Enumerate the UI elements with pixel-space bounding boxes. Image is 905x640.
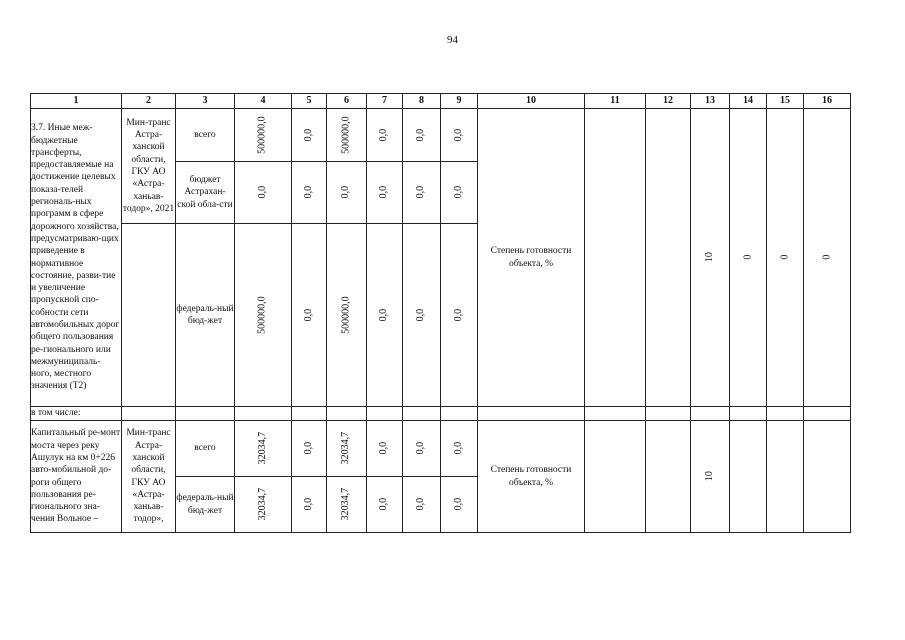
item-description: Капитальный ре-монт моста через реку Ашулук на км 0+226 авто-мобильной до-роги общего пользования ре-гионального зна-чения Вольное – <box>31 421 122 533</box>
value-cell <box>691 109 730 407</box>
empty-cell <box>235 407 292 421</box>
empty-cell <box>691 407 730 421</box>
value: 32034,7 <box>256 488 268 521</box>
value: 0,0 <box>452 186 464 199</box>
value-cell <box>292 224 327 407</box>
header-cell: 1 <box>31 94 122 109</box>
header-cell: 8 <box>403 94 441 109</box>
value: 0,0 <box>302 186 314 199</box>
empty-cell <box>767 407 804 421</box>
value: 32034,7 <box>256 432 268 465</box>
value-cell <box>235 421 292 477</box>
value-cell <box>235 162 292 224</box>
empty-cell <box>730 421 767 533</box>
value-cell <box>441 421 478 477</box>
empty-cell <box>292 407 327 421</box>
budget-table <box>30 93 851 533</box>
header-cell: 11 <box>585 94 646 109</box>
value: 0,0 <box>256 186 268 199</box>
empty-cell <box>585 407 646 421</box>
value-cell <box>441 224 478 407</box>
empty-cell <box>646 421 691 533</box>
header-cell: 12 <box>646 94 691 109</box>
value-cell <box>403 477 441 533</box>
empty-cell <box>804 407 851 421</box>
empty-cell <box>327 407 367 421</box>
header-cell: 7 <box>367 94 403 109</box>
value-cell <box>292 162 327 224</box>
header-cell: 15 <box>767 94 804 109</box>
value-cell <box>235 109 292 162</box>
subheading: в том числе: <box>31 407 122 421</box>
funding-source: всего <box>176 421 235 477</box>
table-row <box>31 421 851 477</box>
value: 0,0 <box>415 498 427 511</box>
value-cell <box>327 162 367 224</box>
page-number: 94 <box>447 34 458 46</box>
value: 500000,0 <box>340 296 352 334</box>
section-executor: Мин-транс Астра-ханской области, ГКУ АО «Астра-ханьав-тодор», 2021 <box>122 109 176 224</box>
value-cell <box>367 162 403 224</box>
value-cell <box>367 109 403 162</box>
empty-cell <box>730 407 767 421</box>
value-cell <box>292 421 327 477</box>
value: 0 <box>820 254 832 260</box>
empty-cell <box>122 407 176 421</box>
table-row <box>31 407 851 421</box>
value: 0,0 <box>340 186 352 199</box>
value-cell <box>804 109 851 407</box>
value-cell <box>403 224 441 407</box>
value-cell <box>327 109 367 162</box>
value: 500000,0 <box>256 116 268 154</box>
funding-source: федераль-ный бюд-жет <box>176 224 235 407</box>
value: 0,0 <box>452 128 464 142</box>
value-cell <box>367 224 403 407</box>
value: 0,0 <box>452 442 464 455</box>
header-cell: 13 <box>691 94 730 109</box>
empty-cell <box>403 407 441 421</box>
value-cell <box>646 109 691 407</box>
header-cell: 5 <box>292 94 327 109</box>
value-cell <box>691 421 730 533</box>
value: 0,0 <box>378 186 390 199</box>
value: 0,0 <box>415 308 427 322</box>
value: 0,0 <box>302 498 314 511</box>
value-cell <box>327 477 367 533</box>
value-cell <box>235 224 292 407</box>
value: 0 <box>741 254 753 260</box>
header-row <box>31 94 851 109</box>
value: 0,0 <box>302 128 314 142</box>
value-cell <box>441 162 478 224</box>
value-cell <box>767 109 804 407</box>
funding-source: бюджет Астрахан-ской обла-сти <box>176 162 235 224</box>
empty-cell <box>176 407 235 421</box>
item-executor: Мин-транс Астра-ханской области, ГКУ АО «Астра-ханьав-тодор», <box>122 421 176 533</box>
value-cell <box>327 224 367 407</box>
indicator-name: Степень готовности объекта, % <box>478 421 585 533</box>
empty-cell <box>804 421 851 533</box>
value: 0,0 <box>378 128 390 142</box>
empty-cell <box>478 407 585 421</box>
value-cell <box>403 109 441 162</box>
value: 32034,7 <box>340 488 352 521</box>
value: 0,0 <box>415 186 427 199</box>
funding-source: всего <box>176 109 235 162</box>
value-cell <box>367 421 403 477</box>
value-cell <box>235 477 292 533</box>
value: 0,0 <box>302 308 314 322</box>
header-cell: 3 <box>176 94 235 109</box>
empty-cell <box>585 421 646 533</box>
value-cell <box>403 162 441 224</box>
value: 0,0 <box>415 442 427 455</box>
value-cell <box>585 109 646 407</box>
header-cell: 16 <box>804 94 851 109</box>
value-cell <box>441 109 478 162</box>
table-row <box>31 109 851 162</box>
value: 0,0 <box>378 308 390 322</box>
header-cell: 6 <box>327 94 367 109</box>
executor-empty-cell <box>122 224 176 407</box>
header-cell: 2 <box>122 94 176 109</box>
section-description: 3.7. Иные меж-бюджетные трансферты, предоставляемые на достижение целевых показа-телей региональ-ных программ в сфере дорожного хозяйства, предусматриваю-щих приведение в нормативное состояние, разви-тие и увеличение пропускной спо-собности сети автомобильных дорог общего пользования ре-гионального или межмуниципаль-ного, местного значения (Т2) <box>31 109 122 407</box>
value: 0,0 <box>378 498 390 511</box>
empty-cell <box>367 407 403 421</box>
value: 500000,0 <box>256 296 268 334</box>
value-cell <box>292 477 327 533</box>
value-cell <box>327 421 367 477</box>
value-cell <box>403 421 441 477</box>
empty-cell <box>767 421 804 533</box>
value-cell <box>441 477 478 533</box>
value: 10 <box>703 252 715 263</box>
value-cell <box>292 109 327 162</box>
value: 10 <box>703 471 715 482</box>
value: 0,0 <box>452 308 464 322</box>
empty-cell <box>646 407 691 421</box>
header-cell: 4 <box>235 94 292 109</box>
funding-source: федераль-ный бюд-жет <box>176 477 235 533</box>
indicator-name: Степень готовности объекта, % <box>478 109 585 407</box>
value: 32034,7 <box>340 432 352 465</box>
header-cell: 10 <box>478 94 585 109</box>
value: 0,0 <box>302 442 314 455</box>
header-cell: 14 <box>730 94 767 109</box>
value: 0,0 <box>415 128 427 142</box>
header-cell: 9 <box>441 94 478 109</box>
value: 0 <box>778 254 790 260</box>
value-cell <box>367 477 403 533</box>
value-cell <box>730 109 767 407</box>
value: 0,0 <box>452 498 464 511</box>
empty-cell <box>441 407 478 421</box>
value: 500000,0 <box>340 116 352 154</box>
value: 0,0 <box>378 442 390 455</box>
